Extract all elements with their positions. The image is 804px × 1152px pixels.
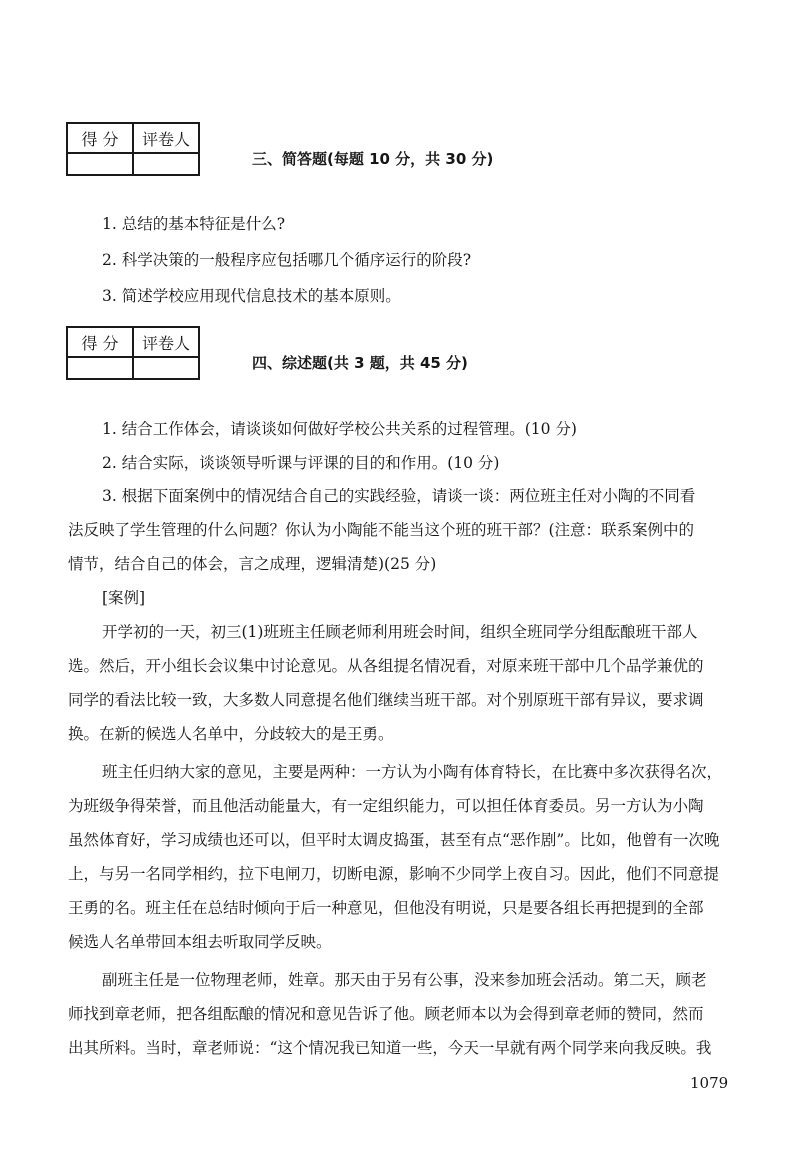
case-paragraph-line: 师找到章老师，把各组酝酿的情况和意见告诉了他。顾老师本以为会得到章老师的赞同，然而: [68, 1005, 704, 1023]
score-box-section4: [66, 326, 200, 380]
case-paragraph-line: 王勇的名。班主任在总结时倾向于后一种意见，但他没有明说，只是要各组长再把提到的全部: [68, 899, 704, 917]
case-paragraph-line: 为班级争得荣誉，而且他活动能量大，有一定组织能力，可以担任体育委员。另一方认为小陶: [68, 797, 704, 815]
grader-label: 评卷人: [133, 123, 199, 153]
section4-line: 法反映了学生管理的什么问题？你认为小陶能不能当这个班的班干部？(注意：联系案例中的: [68, 521, 695, 539]
section4-line: 2. 结合实际，谈谈领导听课与评课的目的和作用。(10 分): [102, 454, 500, 472]
section3-title: 三、简答题(每题 10 分，共 30 分): [252, 150, 494, 168]
section4-title: 四、综述题(共 3 题，共 45 分): [252, 354, 468, 372]
case-paragraph-line: 虽然体育好，学习成绩也还可以，但平时太调皮捣蛋，甚至有点“恶作剧”。比如，他曾有一次晚: [68, 831, 720, 849]
case-paragraph-line: 出其所料。当时，章老师说：“这个情况我已知道一些，今天一早就有两个同学来向我反映。我: [68, 1039, 712, 1057]
score-label: 得 分: [67, 123, 133, 153]
case-paragraph-line: 上，与另一名同学相约，拉下电闸刀，切断电源，影响不少同学上夜自习。因此，他们不同意提: [68, 865, 720, 883]
grader-cell: [133, 153, 199, 175]
case-paragraph-line: 副班主任是一位物理老师，姓章。那天由于另有公事，没来参加班会活动。第二天，顾老: [102, 971, 707, 989]
case-paragraph-line: 换。在新的候选人名单中，分歧较大的是王勇。: [68, 725, 394, 743]
score-cell: [67, 357, 133, 379]
section3-question: 2. 科学决策的一般程序应包括哪几个循序运行的阶段?: [102, 251, 472, 269]
case-paragraph-line: 选。然后，开小组长会议集中讨论意见。从各组提名情况看，对原来班干部中几个品学兼优的: [68, 657, 704, 675]
section3-question: 3. 简述学校应用现代信息技术的基本原则。: [102, 287, 401, 305]
section4-line: 3. 根据下面案例中的情况结合自己的实践经验，请谈一谈：两位班主任对小陶的不同看: [102, 487, 696, 505]
section4-line: 1. 结合工作体会，请谈谈如何做好学校公共关系的过程管理。(10 分): [102, 420, 577, 438]
section4-line: 情节，结合自己的体会，言之成理，逻辑清楚)(25 分): [68, 555, 437, 573]
page-number: 1079: [690, 1074, 729, 1092]
score-cell: [67, 153, 133, 175]
section3-question: 1. 总结的基本特征是什么?: [102, 215, 286, 233]
case-paragraph-line: 班主任归纳大家的意见，主要是两种：一方认为小陶有体育特长，在比赛中多次获得名次，: [102, 763, 723, 781]
score-label: 得 分: [67, 327, 133, 357]
case-paragraph-line: 候选人名单带回本组去听取同学反映。: [68, 933, 332, 951]
case-paragraph-line: 开学初的一天，初三(1)班班主任顾老师利用班会时间，组织全班同学分组酝酿班干部人: [102, 623, 698, 641]
case-heading: [案例]: [102, 589, 146, 607]
score-box-section3: [66, 122, 200, 176]
grader-label: 评卷人: [133, 327, 199, 357]
grader-cell: [133, 357, 199, 379]
case-paragraph-line: 同学的看法比较一致，大多数人同意提名他们继续当班干部。对个别原班干部有异议，要求调: [68, 691, 704, 709]
